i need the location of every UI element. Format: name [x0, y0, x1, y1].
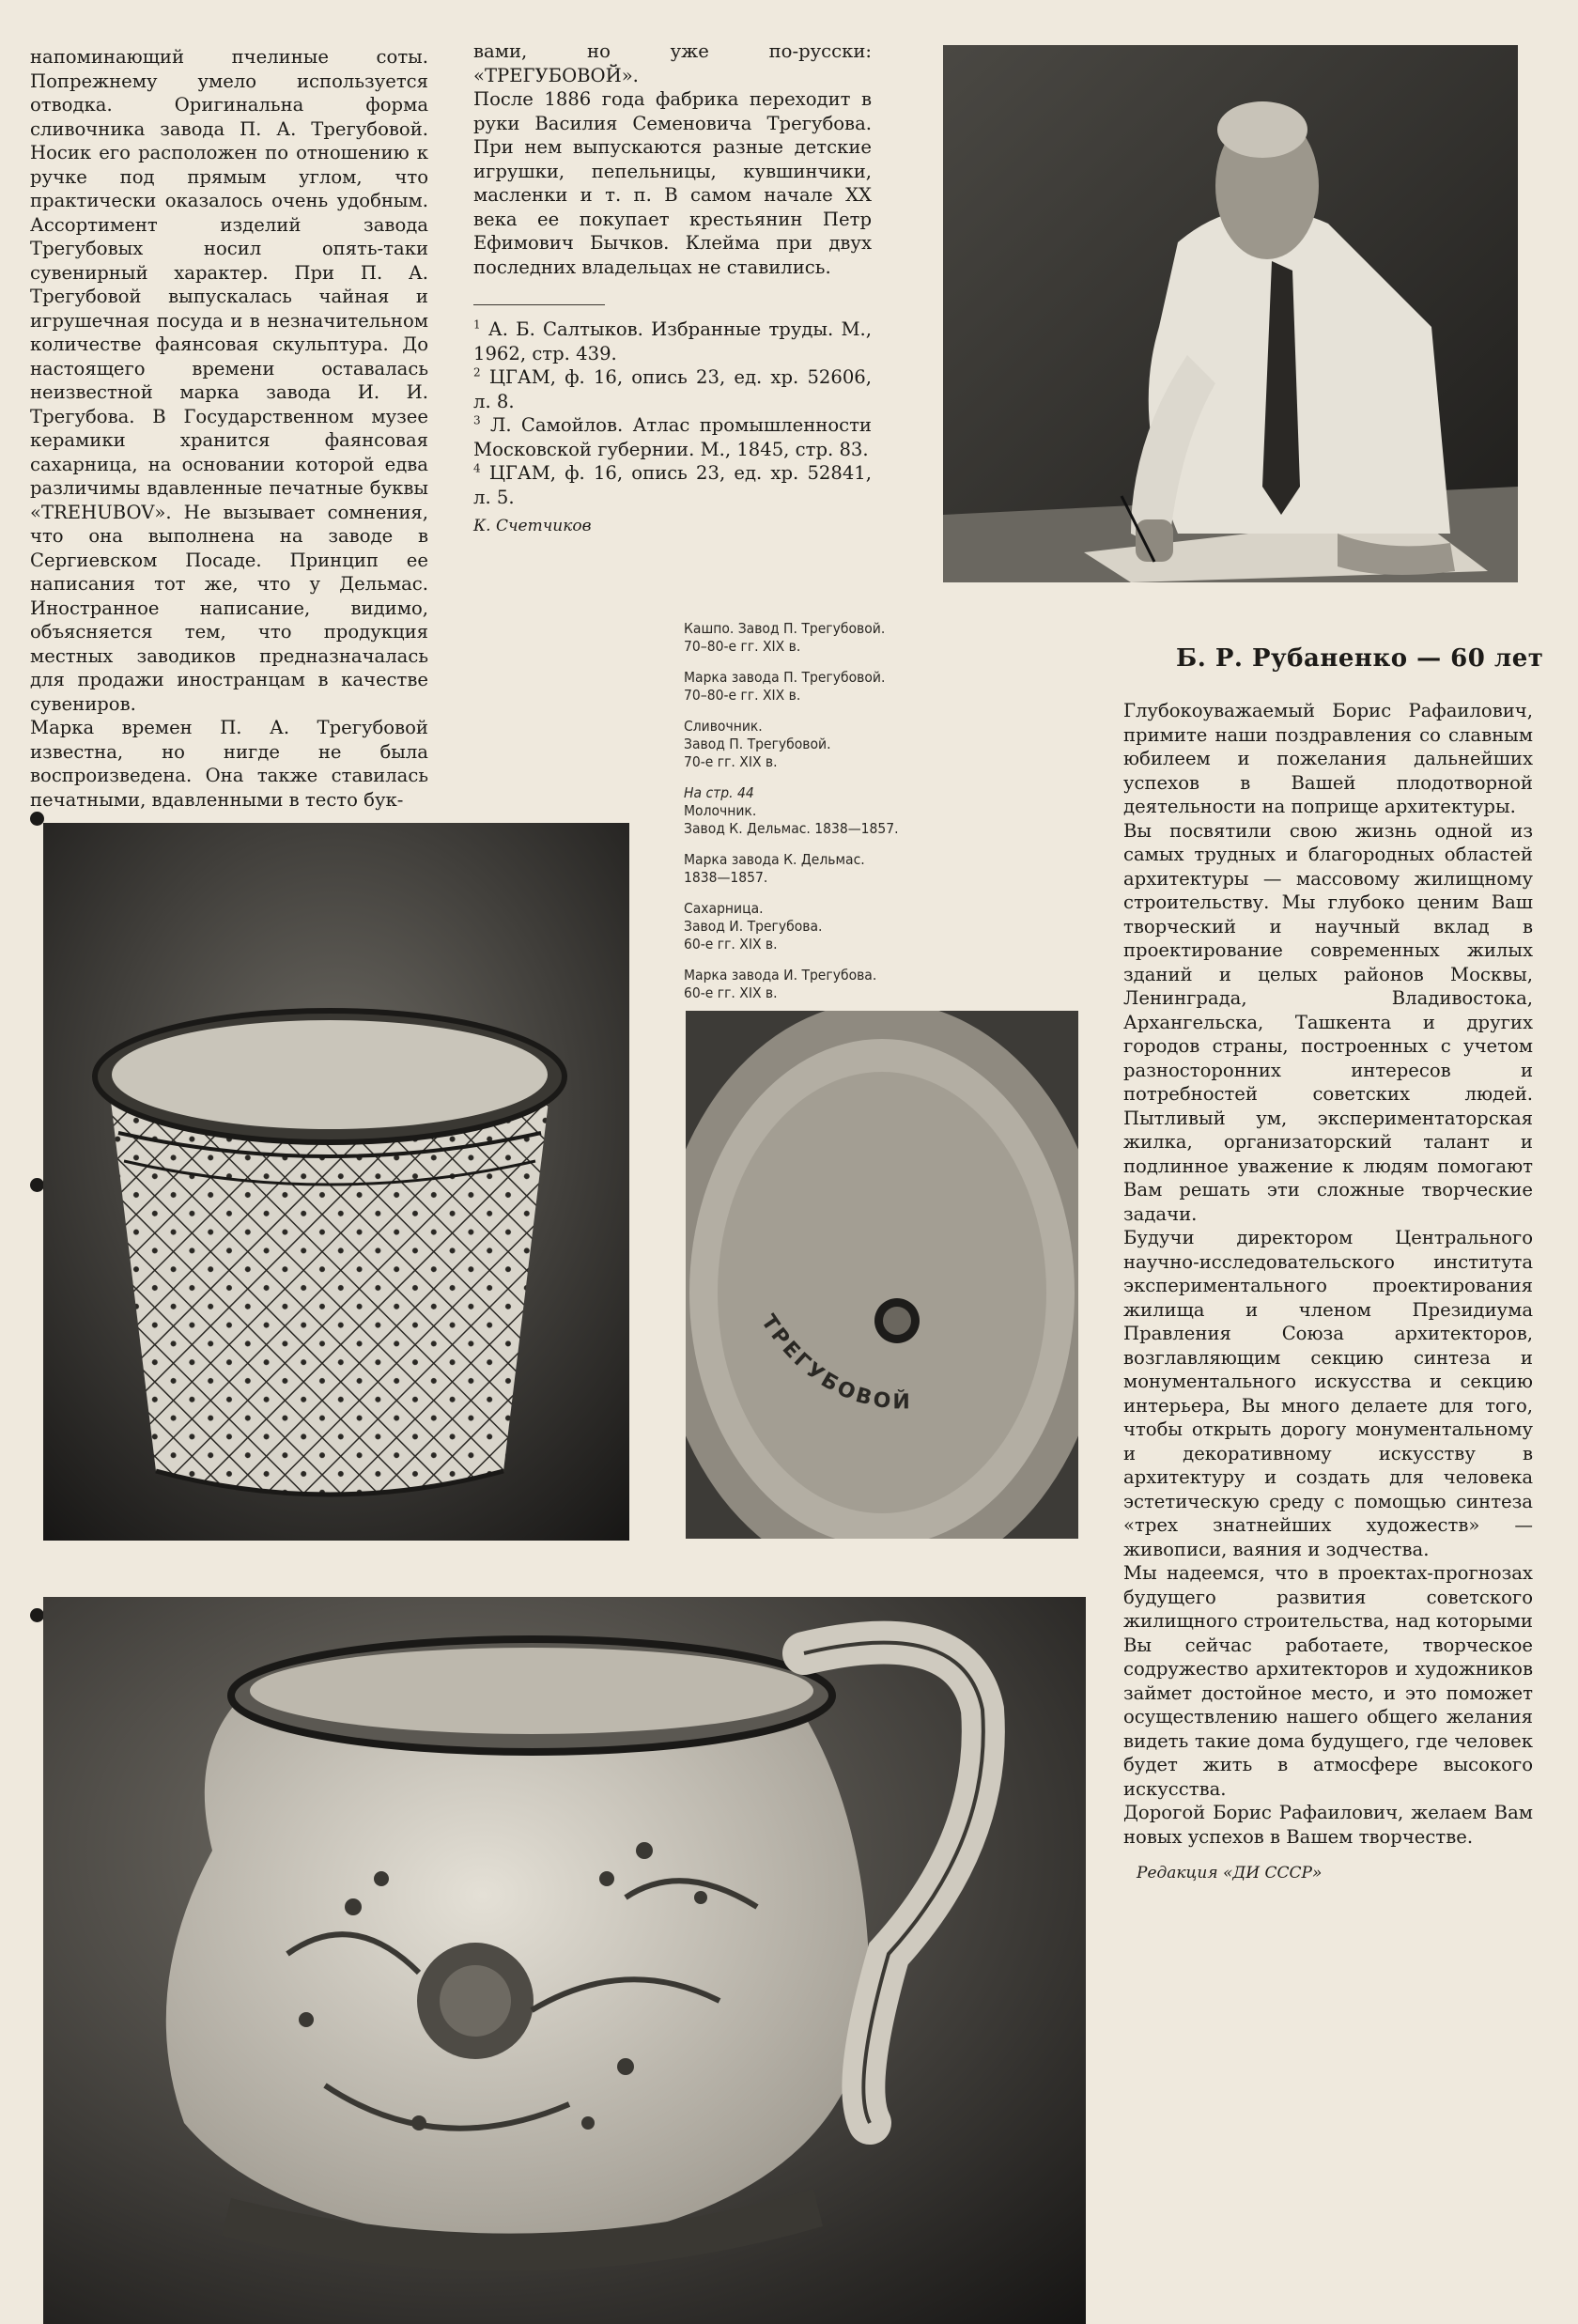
stamp-photo — [686, 1011, 1078, 1539]
punch-hole — [30, 1608, 44, 1622]
footnote-rule — [473, 304, 605, 305]
stamp-text: ТРЕГУБОВОЙ — [756, 1310, 913, 1415]
captions — [684, 620, 984, 1015]
left-column — [30, 45, 428, 812]
caption-4: На стр. 44 Молочник. Завод К. Дельмас. 1838—1857. — [684, 784, 899, 837]
caption-2: Марка завода П. Трегубовой. 70–80-е гг. XIX в. — [684, 669, 886, 704]
middle-column — [473, 39, 872, 279]
middle-paragraph-1: вами, но уже по-русски: «ТРЕГУБОВОЙ». — [473, 40, 872, 86]
jubilee-paragraph-4: Мы надеемся, что в проектах-прогнозах будущего развития советского жилищного строительства, над которыми Вы сейчас работаете, творческое содружество архитекторов и художников займет достойное место, и это поможет осуществлению нашего общего желания видеть такие дома будущего, где человек будет жить в атмосфере высокого искусства. — [1123, 1562, 1533, 1800]
jubilee-text — [1123, 699, 1533, 1886]
jubilee-paragraph-2: Вы посвятили свою жизнь одной из самых трудных и благородных областей архитектуры — массовому жилищному строительству. Мы глубоко ценим Ваш творческий и научный вклад в проектирование современных жилых зданий и целых районов Москвы, Ленинграда, Владивостока, Архангельска, Ташкента и других городов страны, построенных с учетом разносторонних интересов и потребностей советских людей. Пытливый ум, экспериментаторская жилка, организаторский талант и подлинное уважение к людям помогают Вам решать эти сложные творческие задачи. — [1123, 819, 1533, 1225]
jubilee-paragraph-1: Глубокоуважаемый Борис Рафаилович, примите наши поздравления со славным юбилеем и пожелания дальнейших успехов в Вашей плодотворной деятельности на поприще архитектуры. — [1123, 700, 1533, 817]
footnotes — [473, 318, 872, 539]
caption-6: Сахарница. Завод И. Трегубова. 60-е гг. XIX в. — [684, 900, 823, 953]
caption-1: Кашпо. Завод П. Трегубовой. 70–80-е гг. XIX в. — [684, 620, 886, 655]
jubilee-paragraph-5: Дорогой Борис Рафаилович, желаем Вам новых успехов в Вашем творчестве. — [1123, 1802, 1533, 1848]
article-author: К. Счетчиков — [473, 517, 592, 535]
portrait-photo — [943, 45, 1518, 582]
creamer-photo — [43, 1597, 1086, 2324]
footnote-3: $^3$ Л. Самойлов. Атлас промышленности Московской губернии. М., 1845, стр. 83. — [473, 413, 872, 460]
footnote-2: $^2$ ЦГАМ, ф. 16, опись 23, ед. хр. 52606, л. 8. — [473, 365, 872, 412]
middle-paragraph-2: После 1886 года фабрика переходит в руки Василия Семеновича Трегубова. При нем выпускаются разные детские игрушки, пепельницы, кувшинчики, масленки и т. п. В самом начале XX века ее покупает крестьянин Петр Ефимович Бычков. Клейма при двух последних владельцах не ставились. — [473, 88, 872, 278]
caption-5: Марка завода К. Дельмас. 1838—1857. — [684, 851, 865, 886]
jubilee-heading: Б. Р. Рубаненко — 60 лет — [1176, 644, 1544, 673]
left-paragraph-1: напоминающий пчелиные соты. Попрежнему умело используется отводка. Оригинальна форма сливочника завода П. А. Трегубовой. Носик его расположен по отношению к ручке под прямым углом, что практически оказалось очень удобным. Ассортимент изделий завода Трегубовых носил опять-таки сувенирный характер. При П. А. Трегубовой выпускалась чайная и игрушечная посуда и в незначительном количестве фаянсовая скульптура. До настоящего времени оставалась неизвестной марка завода И. И. Трегубова. В Государственном музее керамики хранится фаянсовая сахарница, на основании которой едва различимы вдавленные печатные буквы «TREHUBOV». Не вызывает сомнения, что она выполнена на заводе в Сергиевском Посаде. Принцип ее написания тот же, что у Дельмас. Иностранное написание, видимо, объясняется тем, что продукция местных заводиков предназначалась для продажи иностранцам в качестве сувениров. — [30, 46, 428, 715]
caption-7: Марка завода И. Трегубова. 60-е гг. XIX в. — [684, 967, 877, 1001]
footnote-1: $^1$ А. Б. Салтыков. Избранные труды. М., 1962, стр. 439. — [473, 318, 872, 364]
jubilee-paragraph-3: Будучи директором Центрального научно-исследовательского института экспериментального проектирования жилища и членом Президиума Правления Союза архитекторов, возглавляющим секцию синтеза и монументального искусства и секцию интерьера, Вы много делаете для того, чтобы открыть дорогу монументальному и декоративному искусству в архитектуру и создать для человека эстетическую среду с помощью синтеза «трех знатнейших художеств» — живописи, ваяния и зодчества. — [1123, 1227, 1533, 1560]
punch-hole — [30, 812, 44, 826]
footnote-4: $^4$ ЦГАМ, ф. 16, опись 23, ед. хр. 52841, л. 5. — [473, 461, 872, 508]
left-paragraph-2: Марка времен П. А. Трегубовой известна, но нигде не была воспроизведена. Она также ставилась печатными, вдавленными в тесто бук- — [30, 717, 428, 811]
cachepot-photo — [43, 823, 629, 1541]
punch-hole — [30, 1178, 44, 1192]
jubilee-signature: Редакция «ДИ СССР» — [1137, 1864, 1323, 1882]
caption-3: Сливочник. Завод П. Трегубовой. 70-е гг. XIX в. — [684, 718, 831, 770]
